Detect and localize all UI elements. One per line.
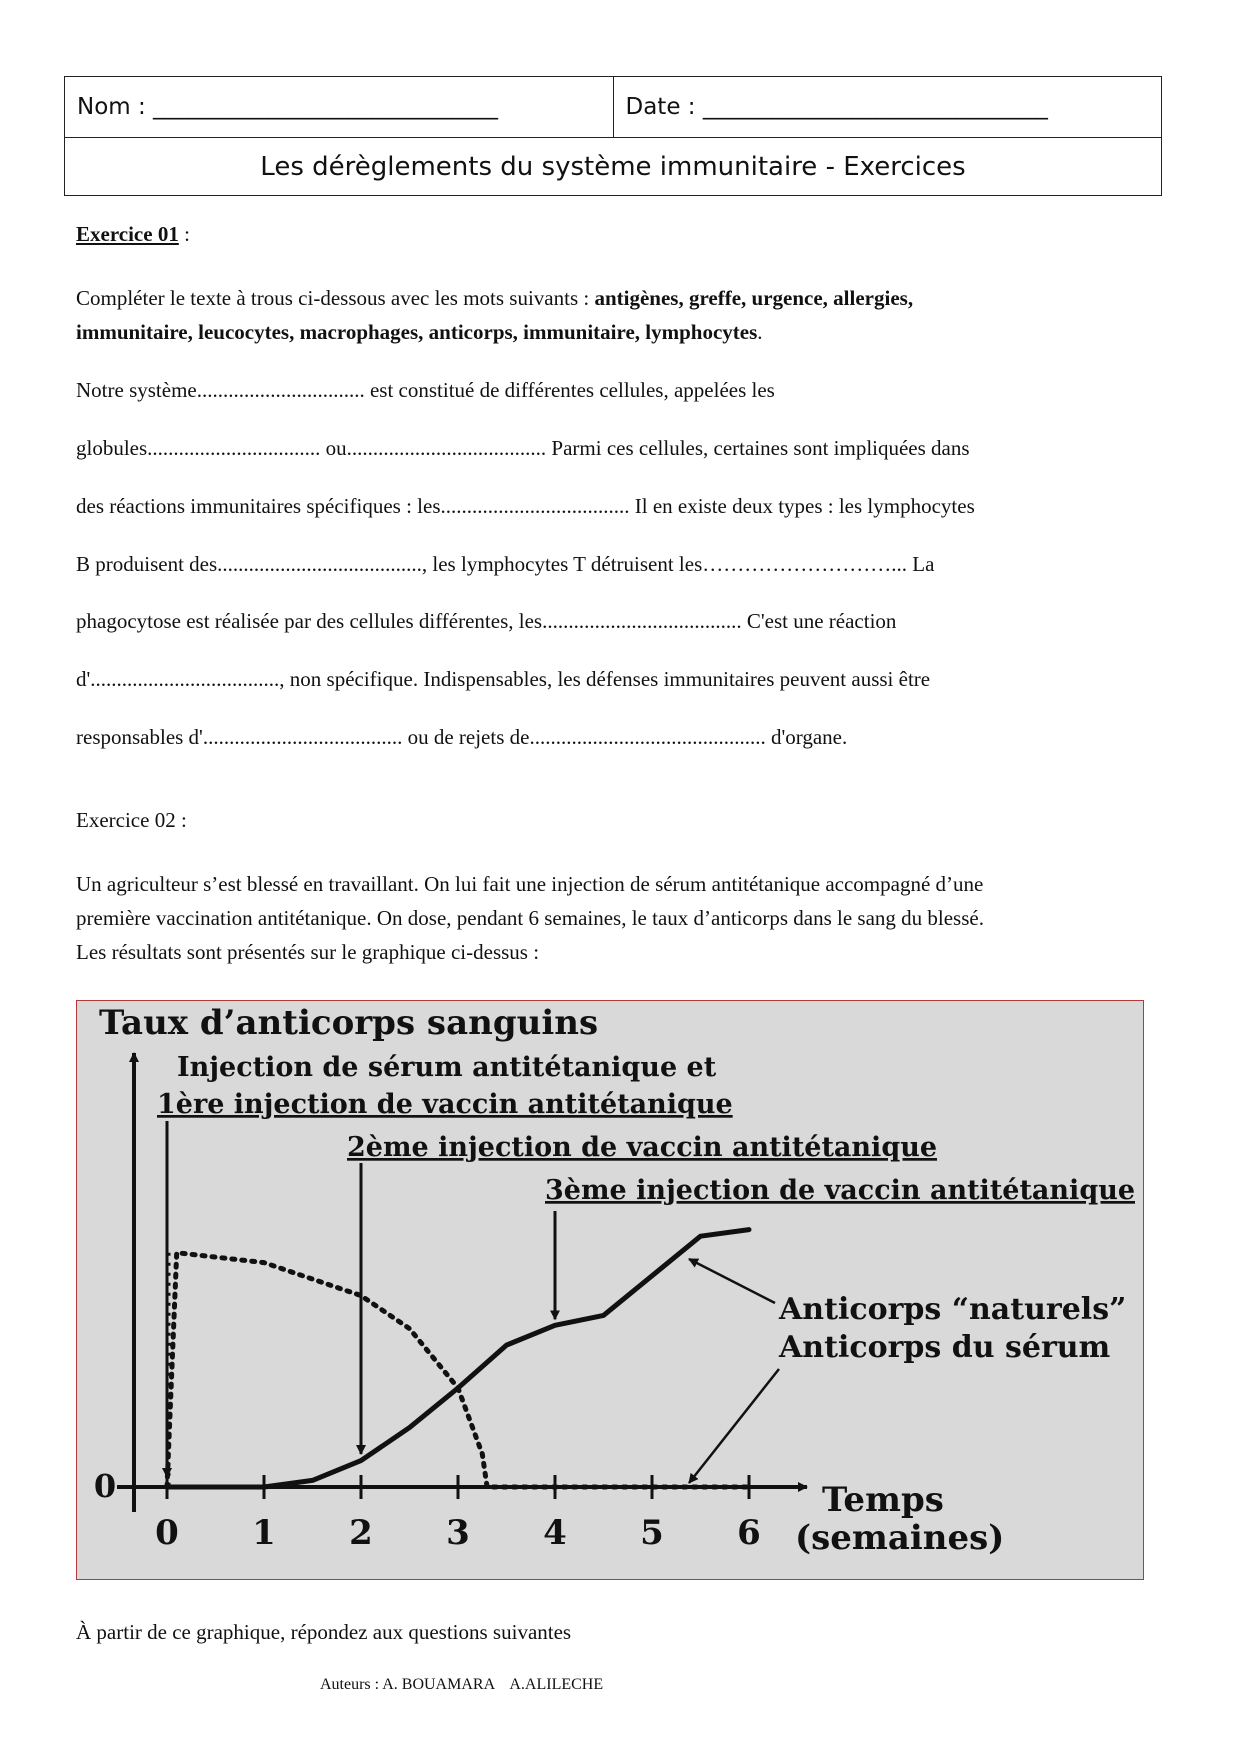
legend-serum: Anticorps du sérum [779, 1330, 1111, 1365]
word-list-2: immunitaire, leucocytes, macrophages, anticorps, immunitaire, lymphocytes [76, 320, 758, 344]
word-list-end: . [757, 320, 763, 344]
question-text: À partir de ce graphique, répondez aux questions suivantes [76, 1620, 572, 1644]
fill-in-line: Notre système................................ est constitué de différentes cellules, appelées les [76, 378, 775, 402]
x-tick-label: 5 [640, 1513, 664, 1553]
fill-in-line: B produisent des......................................., les lymphocytes T détruisent les………………………... La [76, 552, 935, 576]
chart-title: Taux d’anticorps sanguins [99, 1003, 599, 1043]
y-zero-label: 0 [93, 1467, 117, 1505]
exercise2-text-line: première vaccination antitétanique. On dose, pendant 6 semaines, le taux d’anticorps dans le sang du blessé. [76, 906, 984, 930]
x-tick-label: 6 [737, 1513, 761, 1553]
exercise2-title: Exercice 02 : [76, 808, 187, 832]
natural-antibodies-line [167, 1230, 749, 1487]
fill-in-line: responsables d'...................................... ou de rejets de............................................. d'organe. [76, 725, 848, 749]
x-tick-label: 3 [446, 1513, 470, 1553]
fill-in-line: phagocytose est réalisée par des cellules différentes, les...................................... C'est une réaction [76, 609, 897, 633]
serum-antibodies-line [167, 1253, 749, 1487]
page-title: Les dérèglements du système immunitaire - Exercices [260, 152, 966, 182]
header-table [64, 76, 1162, 196]
x-tick-label: 0 [155, 1513, 179, 1553]
fill-in-line: d'...................................., non spécifique. Indispensables, les défenses immunitaires peuvent aussi être [76, 667, 931, 691]
date-field[interactable]: Date : ______________________________ [625, 94, 1048, 120]
exercise2-text-line: Les résultats sont présentés sur le graphique ci-dessus : [76, 940, 540, 964]
annotation-label-3: 3ème injection de vaccin antitétanique [545, 1175, 1136, 1206]
legend-arrow-natural [689, 1259, 775, 1303]
x-tick-label: 4 [543, 1513, 567, 1553]
legend-arrow-serum [689, 1369, 779, 1483]
header-row [65, 77, 1161, 138]
annotation-label-1a: Injection de sérum antitétanique et [177, 1052, 717, 1083]
annotation-label-1b: 1ère injection de vaccin antitétanique [157, 1089, 733, 1120]
antibody-chart [76, 1000, 1144, 1580]
exercise1-title-suffix: : [178, 222, 190, 246]
fill-in-line: globules................................. ou...................................... Parmi ces cellules, certaines sont impliquées dans [76, 436, 970, 460]
footer-authors: Auteurs : A. BOUAMARA A.ALILECHE [320, 1676, 604, 1693]
nom-field[interactable]: Nom : ______________________________ [65, 77, 614, 137]
chart-canvas [77, 1001, 1143, 1579]
exercise1-title-text: Exercice 01 [76, 222, 179, 246]
annotation-label-2: 2ème injection de vaccin antitétanique [347, 1132, 938, 1163]
exercise1-instruction [76, 281, 1166, 349]
instruction-prefix: Compléter le texte à trous ci-dessous avec les mots suivants : [76, 286, 595, 310]
legend-natural: Anticorps “naturels” [779, 1292, 1127, 1327]
word-list-1: antigènes, greffe, urgence, allergies, [594, 286, 914, 310]
exercise2-text-line: Un agriculteur s’est blessé en travaillant. On lui fait une injection de sérum antitétanique accompagné d’une [76, 872, 984, 896]
exercise1-title [76, 222, 190, 247]
fill-in-line: des réactions immunitaires spécifiques : les.................................... Il en existe deux types : les lymphocytes [76, 494, 975, 518]
x-axis-label-1: Temps [822, 1480, 944, 1520]
x-axis-label-2: (semaines) [795, 1518, 1005, 1558]
x-tick-label: 1 [252, 1513, 276, 1553]
x-tick-label: 2 [349, 1513, 373, 1553]
